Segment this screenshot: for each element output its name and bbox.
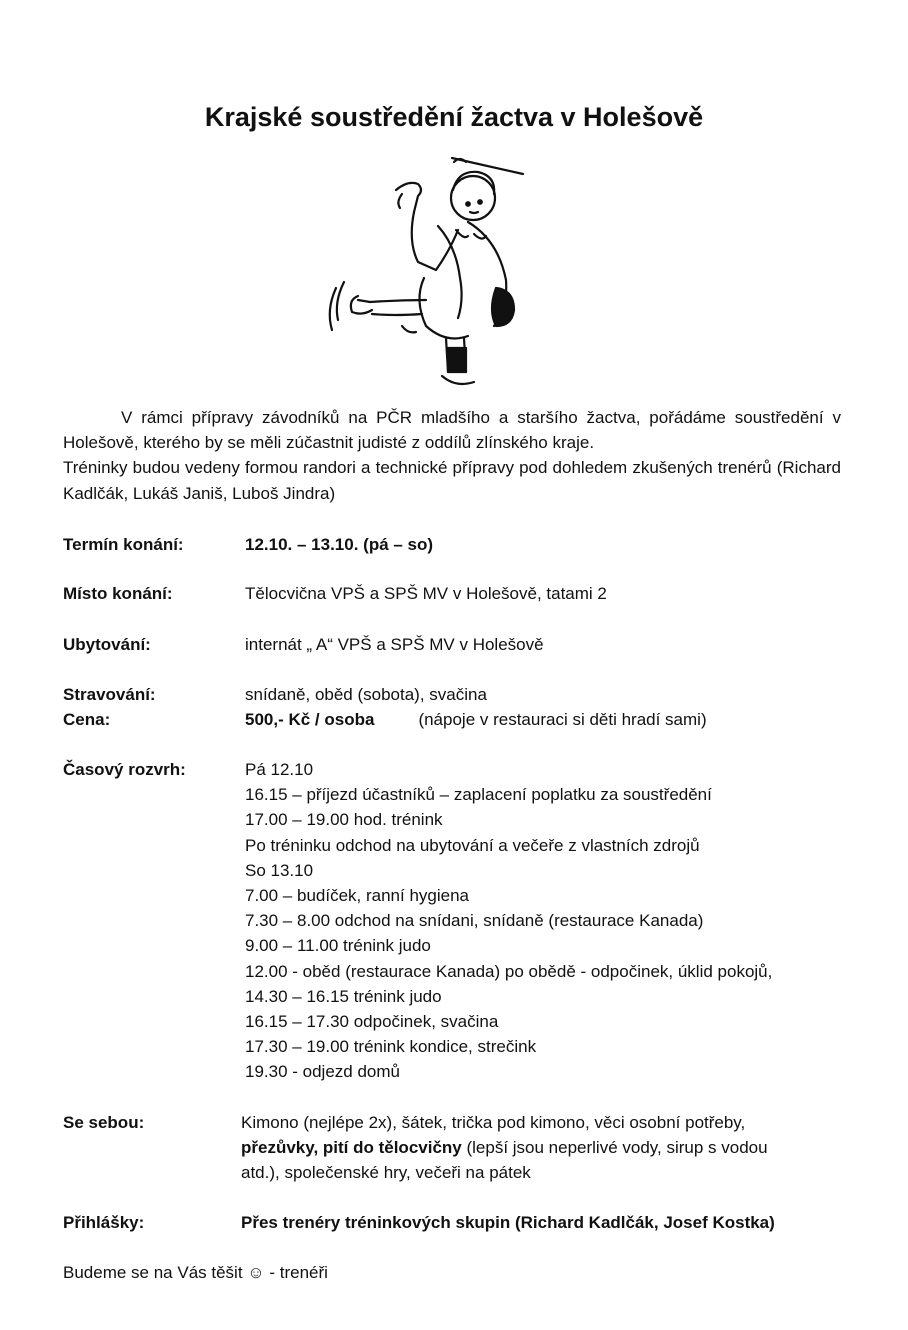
sebou-line-2 [241, 1135, 768, 1160]
sebou-highlight: přezůvky, pití do tělocvičny [241, 1138, 462, 1158]
schedule-list [245, 757, 772, 1085]
schedule-item: 7.00 – budíček, ranní hygiena [245, 886, 469, 906]
ubytovani-label: Ubytování: [63, 635, 151, 654]
judo-throw-illustration [318, 150, 528, 395]
schedule-item: Pá 12.10 [245, 760, 314, 779]
intro-section [63, 405, 841, 506]
schedule-item: Po tréninku odchod na ubytování a večeře z vlastních zdrojů [245, 835, 700, 855]
rozvrh-label: Časový rozvrh: [63, 760, 186, 779]
cena-value-group [245, 707, 707, 732]
schedule-item: 7.30 – 8.00 odchod na snídani, snídaně (restaurace Kanada) [245, 911, 704, 931]
schedule-item: 16.15 – příjezd účastníků – zaplacení poplatku za soustředění [245, 785, 712, 805]
ubytovani-value: internát „ A“ VPŠ a SPŠ MV v Holešově [245, 635, 544, 654]
sebou-line-2-rest: (lepší jsou neperlivé vody, sirup s vodou [461, 1138, 768, 1158]
sebou-line-3: atd.), společenské hry, večeři na pátek [241, 1163, 531, 1183]
schedule-item: 14.30 – 16.15 trénink judo [245, 986, 442, 1006]
schedule-item: 16.15 – 17.30 odpočinek, svačina [245, 1012, 499, 1032]
stravovani-value: snídaně, oběd (sobota), svačina [245, 685, 487, 704]
prihlasky-label: Přihlášky: [63, 1213, 145, 1232]
misto-label: Místo konání: [63, 584, 173, 603]
cena-value: 500,- Kč / osoba [245, 710, 375, 729]
schedule-item: 17.00 – 19.00 hod. trénink [245, 810, 443, 830]
cena-label: Cena: [63, 710, 111, 729]
page-title: Krajské soustředění žactva v Holešově [204, 102, 704, 132]
termin-value: 12.10. – 13.10. (pá – so) [245, 535, 434, 554]
schedule-item: 12.00 - oběd (restaurace Kanada) po obědě - odpočinek, úklid pokojů, [245, 961, 773, 981]
intro-paragraph: V rámci přípravy závodníků na PČR mladšího a staršího žactva, pořádáme soustředění v Holešově, kterého by se měli zúčastnit judisté z oddílů zlínského kraje. [63, 408, 841, 453]
schedule-item: So 13.10 [245, 860, 314, 880]
sebou-line: Kimono (nejlépe 2x), šátek, trička pod kimono, věci osobní potřeby, [241, 1113, 746, 1132]
cena-note: (nápoje v restauraci si děti hradí sami) [418, 710, 707, 729]
stravovani-label: Stravování: [63, 685, 156, 704]
termin-label: Termín konání: [63, 535, 184, 554]
sebou-label: Se sebou: [63, 1113, 145, 1132]
schedule-item: 9.00 – 11.00 trénink judo [245, 936, 431, 956]
prihlasky-value: Přes trenéry tréninkových skupin (Richard Kadlčák, Josef Kostka) [241, 1213, 775, 1232]
misto-value: Tělocvična VPŠ a SPŠ MV v Holešově, tatami 2 [245, 584, 607, 603]
intro-paragraph-2: Tréninky budou vedeny formou randori a technické přípravy pod dohledem zkušených trenérů (Richard Kadlčák, Lukáš Janiš, Luboš Jindra) [63, 458, 841, 503]
footer-signature: Budeme se na Vás těšit ☺ - trenéři [63, 1263, 328, 1282]
schedule-item: 17.30 – 19.00 trénink kondice, strečink [245, 1037, 537, 1057]
sebou-value [241, 1110, 768, 1186]
schedule-item: 19.30 - odjezd domů [245, 1062, 400, 1082]
